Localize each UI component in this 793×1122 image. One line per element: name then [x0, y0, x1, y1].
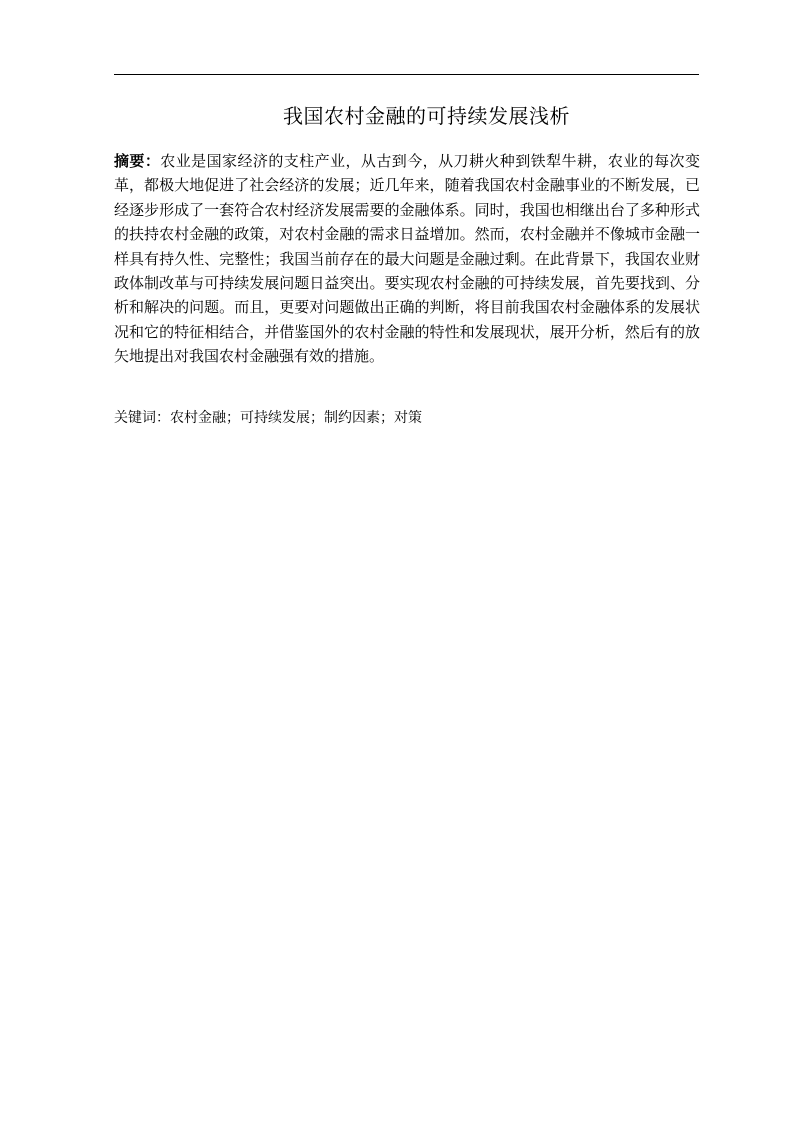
keywords-text: 农村金融；可持续发展；制约因素；对策	[170, 410, 422, 426]
keywords-label: 关键词：	[114, 410, 170, 426]
abstract-paragraph	[114, 149, 700, 369]
abstract-label: 摘要：	[114, 152, 161, 170]
abstract-text: 农业是国家经济的支柱产业，从古到今，从刀耕火种到铁犁牛耕，农业的每次变革，都极大地促进了社会经济的发展；近几年来，随着我国农村金融事业的不断发展，已经逐步形成了一套符合农村经济发展需要的金融体系。同时，我国也相继出台了多种形式的扶持农村金融的政策，对农村金融的需求日益增加。然而，农村金融并不像城市金融一样具有持久性、完整性；我国当前存在的最大问题是金融过剩。在此背景下，我国农业财政体制改革与可持续发展问题日益突出。要实现农村金融的可持续发展，首先要找到、分析和解决的问题。而且，更要对问题做出正确的判断，将目前我国农村金融体系的发展状况和它的特征相结合，并借鉴国外的农村金融的特性和发展现状，展开分析，然后有的放矢地提出对我国农村金融强有效的措施。	[114, 152, 700, 366]
keywords-paragraph	[114, 408, 700, 428]
page-title: 我国农村金融的可持续发展浅析	[283, 104, 570, 128]
header-rule	[114, 74, 699, 75]
